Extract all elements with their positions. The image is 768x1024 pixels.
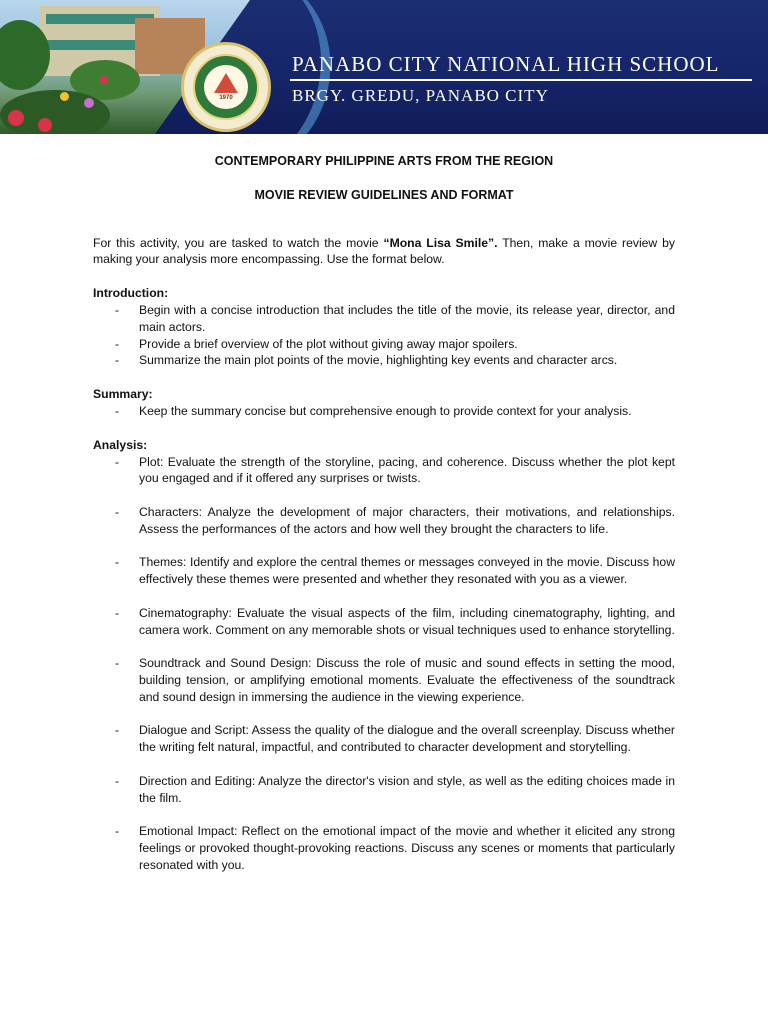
bullet-dash: - [115, 353, 120, 368]
list-item [93, 655, 675, 705]
bullet-dash: - [115, 824, 120, 839]
school-seal-logo [181, 42, 271, 132]
list-item [93, 336, 675, 353]
list-item-text: Begin with a concise introduction that includes the title of the movie, its release year, director, and main actors. [139, 302, 675, 334]
summary-list [93, 403, 675, 420]
bullet-dash: - [115, 302, 120, 317]
list-item [93, 454, 675, 488]
analysis-list [93, 454, 675, 874]
list-item [93, 403, 675, 420]
intro-paragraph [93, 235, 675, 269]
section-heading-analysis: Analysis: [93, 437, 148, 452]
intro-text-end: Then, make a movie review by making your analysis more encompassing. Use the format below. [93, 235, 675, 267]
bullet-dash: - [115, 555, 120, 570]
list-item [93, 605, 675, 639]
bullet-dash: - [115, 605, 120, 620]
seal-year: 1970 [219, 95, 233, 101]
list-item [93, 773, 675, 807]
bullet-dash: - [115, 336, 120, 351]
list-item [93, 722, 675, 756]
list-item-text: Dialogue and Script: Assess the quality of the dialogue and the overall screenplay. Discuss whether the writing felt natural, impactful, and contributed to character development and storytelling. [139, 723, 675, 755]
list-item-text: Keep the summary concise but comprehensive enough to provide context for your analysis. [139, 403, 632, 418]
header-divider [290, 79, 752, 81]
list-item [93, 554, 675, 588]
intro-text-start: For this activity, you are tasked to watch the movie [93, 235, 384, 250]
list-item-text: Soundtrack and Sound Design: Discuss the role of music and sound effects in setting the mood, building tension, or amplifying emotional moments. Evaluate the effectiveness of the soundtrack and sound design in immersing the audience in the viewing experience. [139, 656, 675, 704]
bullet-dash: - [115, 656, 120, 671]
document-subtitle: MOVIE REVIEW GUIDELINES AND FORMAT [254, 187, 514, 202]
section-heading-introduction: Introduction: [93, 286, 169, 301]
list-item-text: Direction and Editing: Analyze the director's vision and style, as well as the editing choices made in the film. [139, 773, 675, 805]
list-item-text: Provide a brief overview of the plot without giving away major spoilers. [139, 336, 518, 351]
list-item-text: Summarize the main plot points of the movie, highlighting key events and character arcs. [139, 353, 618, 368]
movie-title: “Mona Lisa Smile”. [383, 235, 498, 250]
school-address: BRGY. GREDU, PANABO CITY [292, 86, 549, 105]
section-heading-summary: Summary: [93, 387, 153, 402]
document-title: CONTEMPORARY PHILIPPINE ARTS FROM THE REGION [214, 154, 554, 168]
bullet-dash: - [115, 504, 120, 519]
list-item-text: Emotional Impact: Reflect on the emotional impact of the movie and whether it elicited any strong feelings or provoked thought-provoking reactions. Discuss any scenes or moments that particularly resonated with you. [139, 824, 675, 872]
bullet-dash: - [115, 723, 120, 738]
bullet-dash: - [115, 403, 120, 418]
list-item-text: Characters: Analyze the development of major characters, their motivations, and relationships. Assess the performances of the actors and how well they brought the characters to life. [139, 504, 675, 536]
list-item [93, 352, 675, 369]
school-header-banner [0, 0, 768, 134]
list-item [93, 823, 675, 873]
list-item-text: Cinematography: Evaluate the visual aspects of the film, including cinematography, lighting, and camera work. Comment on any memorable shots or visual techniques used to enhance storytelling. [139, 605, 675, 637]
list-item-text: Themes: Identify and explore the central themes or messages conveyed in the movie. Discuss how effectively these themes were presented and whether they resonated with you as a viewer. [139, 555, 675, 587]
list-item [93, 504, 675, 538]
list-item [93, 302, 675, 336]
document-body [93, 153, 675, 873]
introduction-list [93, 302, 675, 369]
bullet-dash: - [115, 773, 120, 788]
list-item-text: Plot: Evaluate the strength of the storyline, pacing, and coherence. Discuss whether the plot kept you engaged and if it offered any surprises or twists. [139, 454, 675, 486]
school-name: PANABO CITY NATIONAL HIGH SCHOOL [292, 52, 720, 76]
bullet-dash: - [115, 454, 120, 469]
